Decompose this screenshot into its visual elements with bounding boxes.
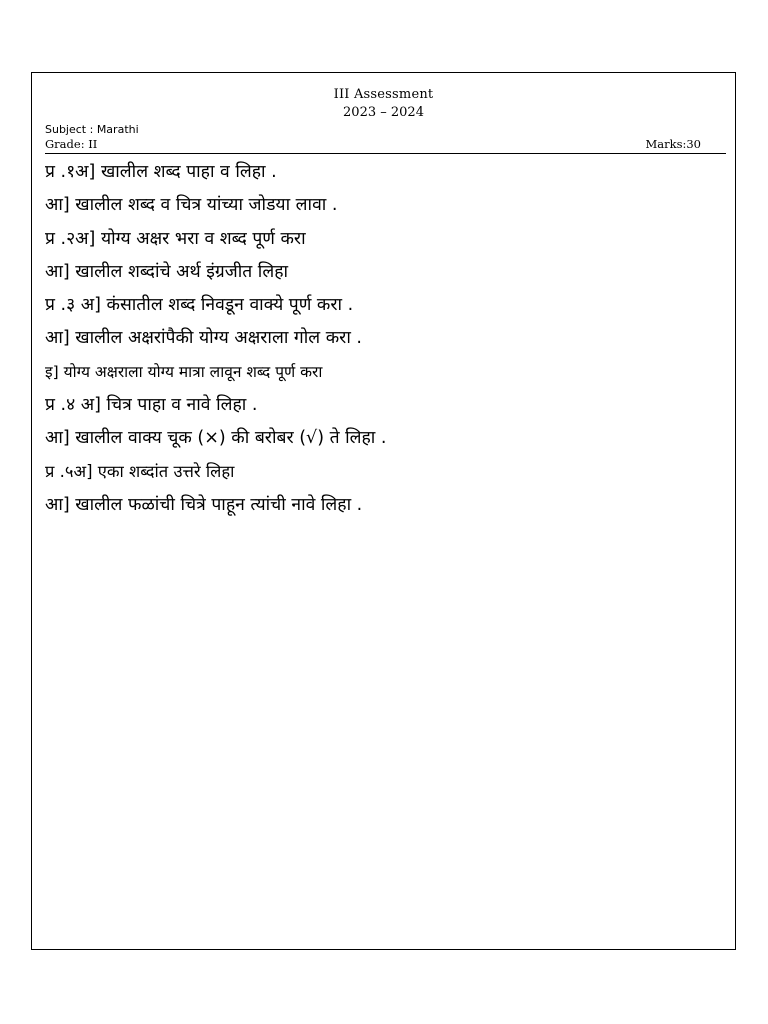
question-line-5: प्र .३ अ] कंसातील शब्द निवडून वाक्ये पूर्ण करा . <box>45 295 354 316</box>
header-divider <box>45 153 726 154</box>
question-line-11: आ] खालील फळांची चित्रे पाहून त्यांची नावे लिहा . <box>45 494 363 515</box>
question-line-9: आ] खालील वाक्य चूक (×) की बरोबर (√) ते लिहा . <box>45 428 387 449</box>
question-list <box>45 157 726 523</box>
academic-year: 2023 – 2024 <box>343 105 424 120</box>
question-line-1: प्र .१अ] खालील शब्द पाहा व लिहा . <box>45 162 277 182</box>
question-line-3: प्र .२अ] योग्य अक्षर भरा व शब्द पूर्ण करा <box>45 228 306 249</box>
question-line-7: इ] योग्य अक्षराला योग्य मात्रा लावून शब्द पूर्ण करा <box>45 362 323 381</box>
question-line-10: प्र .५अ] एका शब्दांत उत्तरे लिहा <box>45 461 235 481</box>
question-line-6: आ] खालील अक्षरांपैकी योग्य अक्षराला गोल करा . <box>45 328 362 349</box>
marks-label: Marks:30 <box>645 137 701 151</box>
grade-label: Grade: II <box>45 137 98 151</box>
assessment-title: III Assessment <box>333 87 434 102</box>
question-line-2: आ] खालील शब्द व चित्र यांच्या जोडया लावा . <box>45 195 338 216</box>
question-line-4: आ] खालील शब्दांचे अर्थ इंग्रजीत लिहा <box>45 261 289 282</box>
subject-label: Subject : Marathi <box>45 123 139 136</box>
question-line-8: प्र .४ अ] चित्र पाहा व नावे लिहा . <box>45 395 258 416</box>
page-frame <box>31 72 736 950</box>
